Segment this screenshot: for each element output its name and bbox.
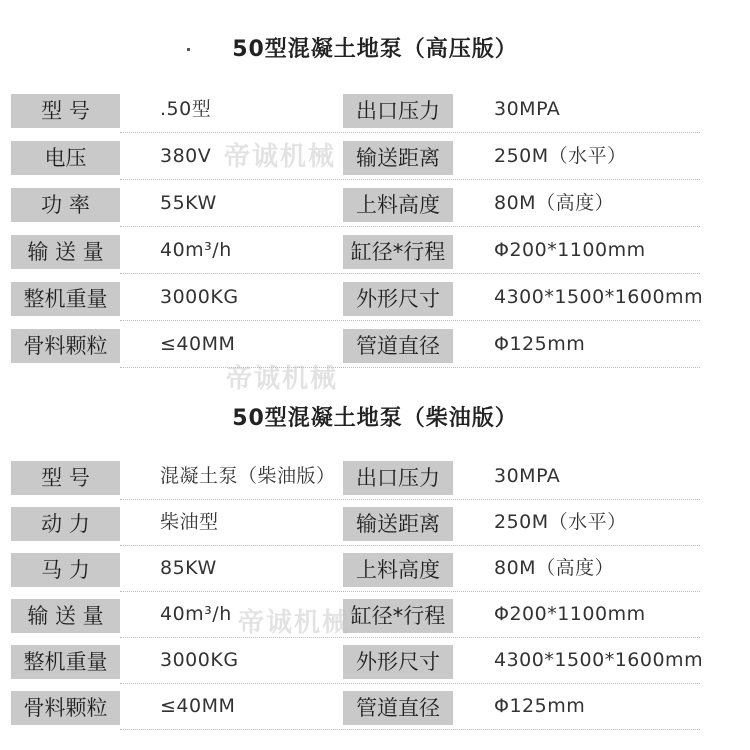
- spec-value: 40m³/h: [160, 239, 232, 261]
- table-row: [0, 329, 750, 363]
- spec-value: ≤40MM: [160, 333, 236, 355]
- spec-value: Φ125mm: [494, 695, 586, 717]
- table-row: [0, 461, 750, 495]
- spec-label: 骨料颗粒: [11, 329, 120, 363]
- spec-value: 30MPA: [494, 98, 561, 120]
- spec-label: 电压: [11, 141, 120, 175]
- spec-label: 输送距离: [343, 507, 453, 541]
- spec-value: ≤40MM: [160, 695, 236, 717]
- spec-label: 外形尺寸: [343, 282, 453, 316]
- watermark: 帝诚机械: [226, 364, 339, 394]
- table-row: [0, 645, 750, 679]
- spec-value: 85KW: [160, 557, 217, 579]
- spec-label: 型 号: [11, 461, 120, 495]
- spec-label: 管道直径: [343, 329, 453, 363]
- spec-value: 3000KG: [160, 286, 239, 308]
- spec-value: .50型: [160, 98, 212, 120]
- spec-label: 整机重量: [11, 282, 120, 316]
- spec-label: 输 送 量: [11, 599, 120, 633]
- table-row: [0, 94, 750, 128]
- spec-value: 混凝土泵（柴油版）: [160, 465, 336, 487]
- table-row: [0, 282, 750, 316]
- spec-value: 3000KG: [160, 649, 239, 671]
- table-row: [0, 507, 750, 541]
- section-title: 50型混凝土地泵（高压版）: [232, 37, 518, 62]
- spec-value: 40m³/h: [160, 603, 232, 625]
- watermark: 帝诚机械: [224, 142, 337, 172]
- spec-value: Φ200*1100mm: [494, 239, 646, 261]
- spec-value: 55KW: [160, 192, 217, 214]
- spec-label: 整机重量: [11, 645, 120, 679]
- table-row: [0, 188, 750, 222]
- table-row: [0, 553, 750, 587]
- table-row: [0, 691, 750, 725]
- spec-label: 上料高度: [343, 553, 453, 587]
- spec-value: 4300*1500*1600mm: [494, 649, 704, 671]
- spec-label: 骨料颗粒: [11, 691, 120, 725]
- spec-label: 外形尺寸: [343, 645, 453, 679]
- spec-value: 250M（水平）: [494, 511, 627, 533]
- spec-label: 功 率: [11, 188, 120, 222]
- spec-value: 250M（水平）: [494, 145, 627, 167]
- spec-label: 管道直径: [343, 691, 453, 725]
- spec-value: Φ125mm: [494, 333, 586, 355]
- spec-value: 80M（高度）: [494, 192, 615, 214]
- spec-value: 380V: [160, 145, 212, 167]
- spec-label: 上料高度: [343, 188, 453, 222]
- spec-label: 出口压力: [343, 94, 453, 128]
- table-row: [0, 235, 750, 269]
- spec-label: 马 力: [11, 553, 120, 587]
- section-title: 50型混凝土地泵（柴油版）: [232, 406, 518, 431]
- spec-label: 动 力: [11, 507, 120, 541]
- watermark: 帝诚机械: [238, 608, 351, 638]
- table-row: [0, 599, 750, 633]
- spec-label: 输送距离: [343, 141, 453, 175]
- spec-label: 缸径*行程: [343, 235, 453, 269]
- spec-value: 4300*1500*1600mm: [494, 286, 704, 308]
- spec-value: 80M（高度）: [494, 557, 615, 579]
- spec-value: 30MPA: [494, 465, 561, 487]
- spec-label: 输 送 量: [11, 235, 120, 269]
- spec-label: 出口压力: [343, 461, 453, 495]
- spec-label: 缸径*行程: [343, 599, 453, 633]
- spec-value: 柴油型: [160, 511, 219, 533]
- spec-value: Φ200*1100mm: [494, 603, 646, 625]
- table-row: [0, 141, 750, 175]
- spec-label: 型 号: [11, 94, 120, 128]
